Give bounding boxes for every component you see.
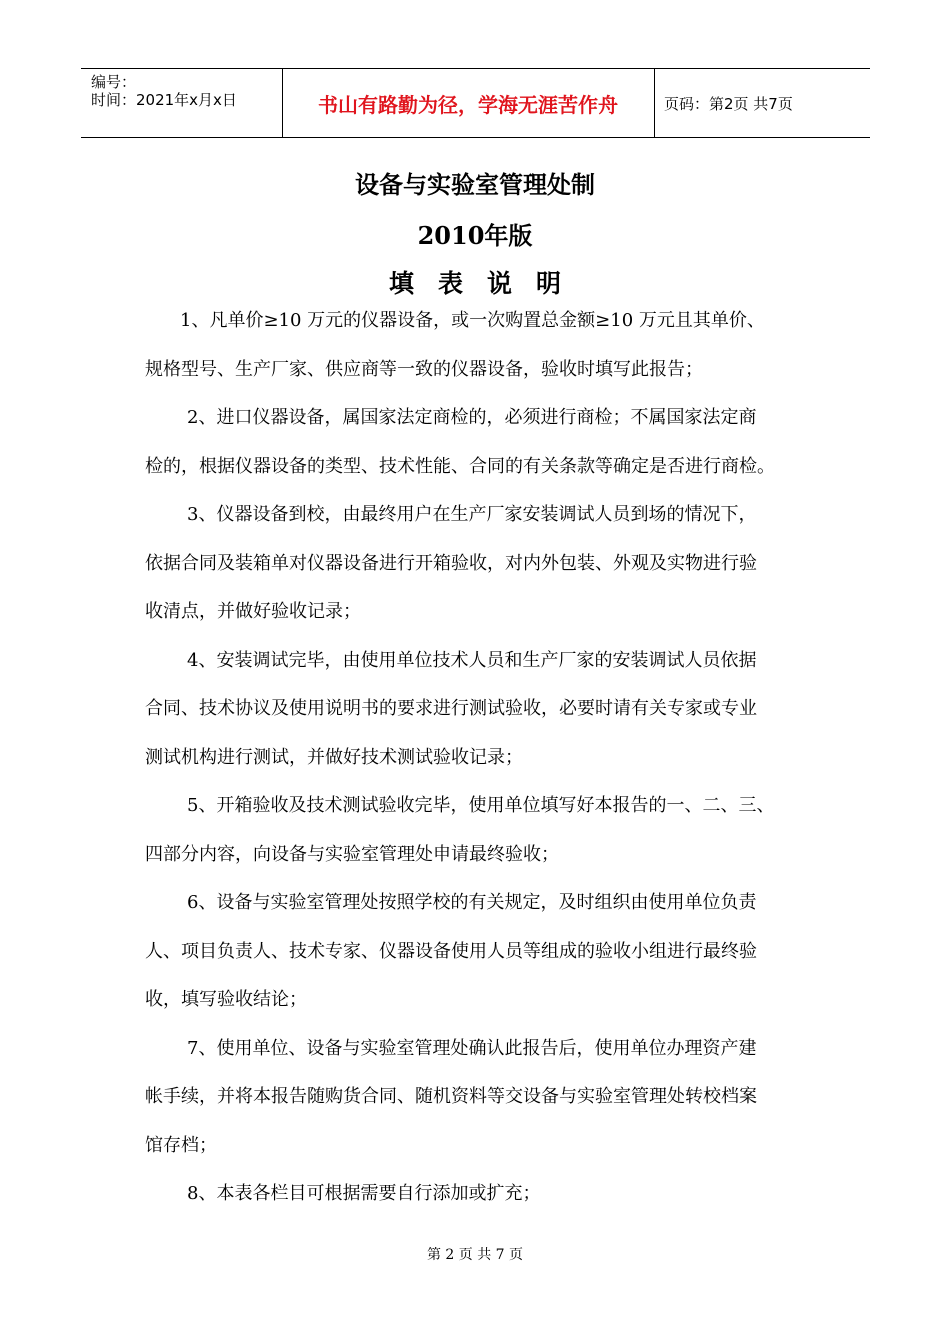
paragraph-line: 合同、技术协议及使用说明书的要求进行测试验收，必要时请有关专家或专业	[145, 698, 757, 719]
paragraph-line: 1、凡单价≥10 万元的仪器设备，或一次购置总金额≥10 万元且其单价、	[180, 310, 765, 331]
section-heading: 填表说明	[388, 269, 585, 298]
paragraph-line: 3、仪器设备到校，由最终用户在生产厂家安装调试人员到场的情况下，	[187, 504, 757, 525]
paragraph-line: 人、项目负责人、技术专家、仪器设备使用人员等组成的验收小组进行最终验	[145, 941, 757, 962]
paragraph-line: 馆存档；	[145, 1135, 217, 1156]
paragraph-line: 4、安装调试完毕，由使用单位技术人员和生产厂家的安装调试人员依据	[187, 650, 757, 671]
header-table	[81, 68, 870, 138]
page-info: 页码：第2页 共7页	[664, 95, 793, 113]
header-page-cell	[654, 69, 870, 137]
document-title: 设备与实验室管理处制	[355, 170, 595, 199]
paragraph-line: 收清点，并做好验收记录；	[145, 601, 361, 622]
document-code-label: 编号：	[91, 73, 137, 91]
paragraph-line: 帐手续，并将本报告随购货合同、随机资料等交设备与实验室管理处转校档案	[145, 1086, 757, 1107]
paragraph-line: 测试机构进行测试，并做好技术测试验收记录；	[145, 747, 523, 768]
motto-text: 书山有路勤为径，学海无涯苦作舟	[318, 93, 618, 117]
paragraph-line: 收，填写验收结论；	[145, 989, 307, 1010]
paragraph-line: 四部分内容，向设备与实验室管理处申请最终验收；	[145, 844, 559, 865]
header-meta-cell	[81, 69, 283, 137]
document-time: 时间：2021年x月x日	[91, 91, 237, 109]
paragraph-line: 5、开箱验收及技术测试验收完毕，使用单位填写好本报告的一、二、三、	[187, 795, 775, 816]
paragraph-line: 6、设备与实验室管理处按照学校的有关规定，及时组织由使用单位负责	[187, 892, 757, 913]
paragraph-line: 规格型号、生产厂家、供应商等一致的仪器设备，验收时填写此报告；	[145, 359, 703, 380]
paragraph-line: 8、本表各栏目可根据需要自行添加或扩充；	[187, 1183, 541, 1204]
paragraph-line: 依据合同及装箱单对仪器设备进行开箱验收，对内外包装、外观及实物进行验	[145, 553, 757, 574]
edition-title: 2010年版	[417, 221, 533, 250]
paragraph-line: 2、进口仪器设备，属国家法定商检的，必须进行商检；不属国家法定商	[187, 407, 757, 428]
paragraph-line: 检的，根据仪器设备的类型、技术性能、合同的有关条款等确定是否进行商检。	[145, 456, 775, 477]
paragraph-line: 7、使用单位、设备与实验室管理处确认此报告后，使用单位办理资产建	[187, 1038, 757, 1059]
page-footer: 第 2 页 共 7 页	[426, 1247, 524, 1263]
header-motto-cell	[282, 69, 655, 137]
